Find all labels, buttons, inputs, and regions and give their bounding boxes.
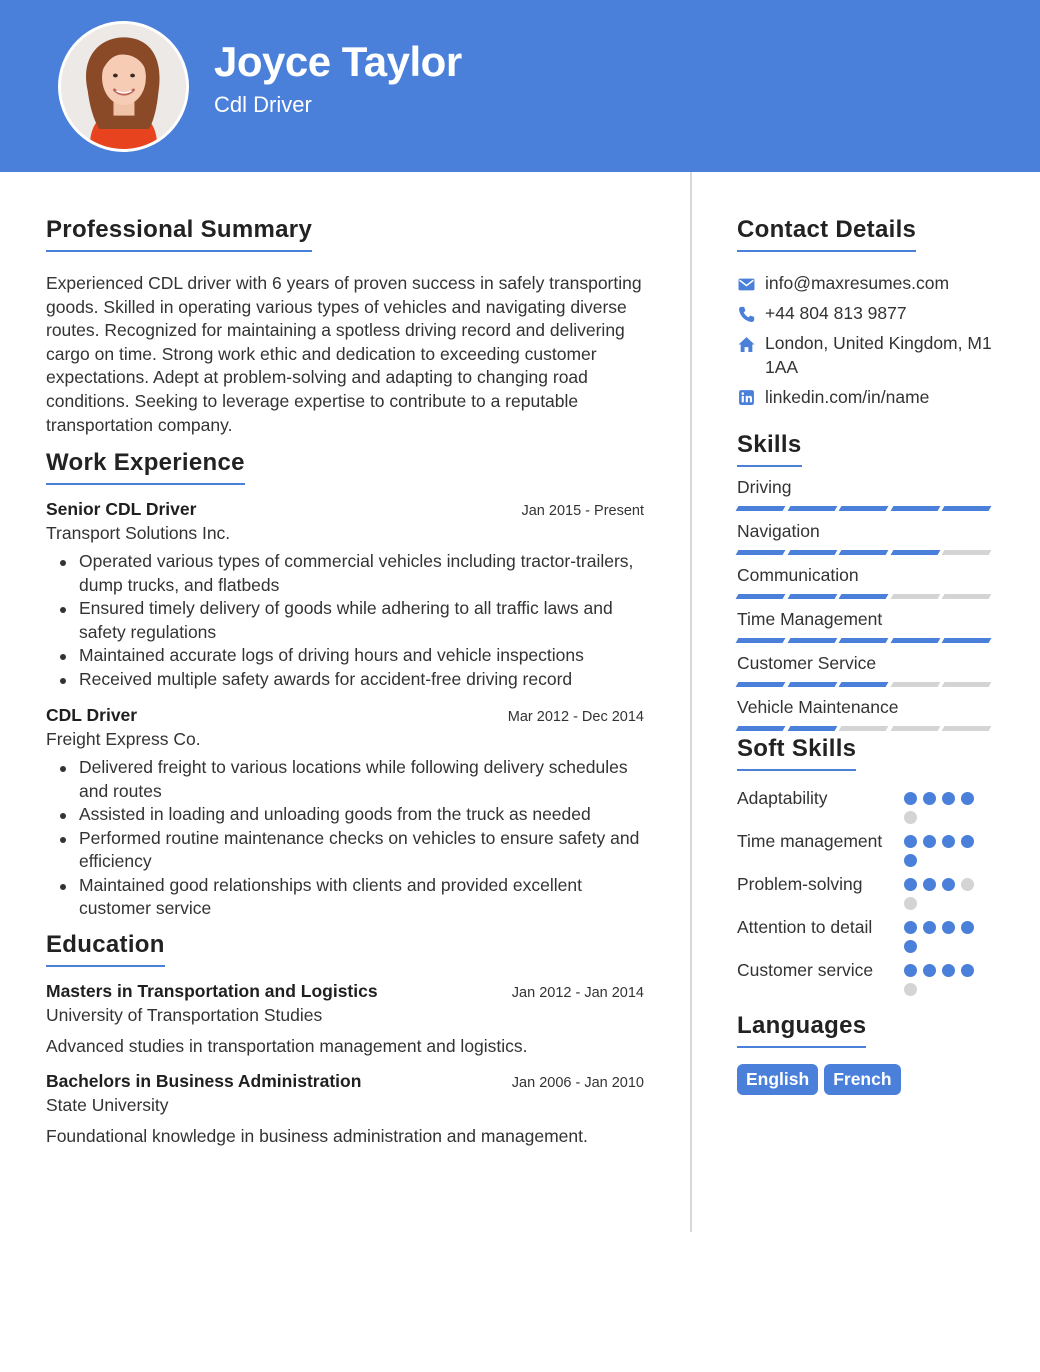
contact-phone-text: +44 804 813 9877 [765, 303, 907, 323]
soft-skill-rating [904, 959, 980, 996]
bullet-item: Ensured timely delivery of goods while adhering to all traffic laws and safety regulations [46, 597, 644, 644]
skill-level-segment [787, 726, 837, 731]
skill-level-segment [839, 550, 889, 555]
skill-item [737, 521, 997, 555]
school-name: State University [46, 1094, 169, 1115]
language-badge: English [737, 1064, 818, 1095]
skill-level-segment [736, 594, 786, 599]
skill-level-bar [737, 726, 997, 731]
skill-level-segment [890, 550, 940, 555]
bullet-item: Assisted in loading and unloading goods from the truck as needed [46, 803, 644, 827]
skill-level-segment [839, 682, 889, 687]
rating-dot [961, 792, 974, 805]
rating-dot [904, 964, 917, 977]
portrait-image [61, 24, 186, 149]
skill-level-segment [890, 726, 940, 731]
skill-level-segment [942, 594, 992, 599]
skills-section [737, 431, 997, 731]
rating-dot [923, 835, 936, 848]
contact-address [737, 332, 997, 379]
skill-level-bar [737, 506, 997, 511]
skill-item [737, 653, 997, 687]
skill-level-bar [737, 550, 997, 555]
contact-email-text: info@maxresumes.com [765, 273, 950, 293]
rating-dot [904, 854, 917, 867]
skill-level-segment [839, 726, 889, 731]
education-description: Advanced studies in transportation management and logistics. [46, 1035, 528, 1056]
job-entry [46, 705, 644, 921]
job-entry [46, 499, 644, 691]
soft-skill-name: Attention to detail [737, 917, 873, 937]
rating-dot [923, 878, 936, 891]
rating-dot [904, 792, 917, 805]
rating-dot [942, 921, 955, 934]
rating-dot [923, 792, 936, 805]
skill-name: Customer Service [737, 653, 877, 673]
rating-dot [904, 921, 917, 934]
skill-name: Communication [737, 565, 859, 585]
job-company: Freight Express Co. [46, 729, 201, 750]
skill-name: Time Management [737, 609, 883, 629]
skill-level-segment [890, 506, 940, 511]
contact-address-text: London, United Kingdom, M1 1AA [765, 333, 992, 377]
soft-skill-rating [904, 916, 980, 953]
column-divider [690, 172, 692, 1232]
soft-skill-rating [904, 830, 980, 867]
language-badge: French [824, 1064, 900, 1095]
skill-level-bar [737, 594, 997, 599]
rating-dot [961, 964, 974, 977]
soft-skills-list [737, 787, 997, 996]
skill-level-segment [787, 638, 837, 643]
candidate-title: Cdl Driver [214, 92, 312, 117]
envelope-icon [737, 275, 755, 293]
rating-dot [942, 878, 955, 891]
skill-level-segment [890, 594, 940, 599]
job-company: Transport Solutions Inc. [46, 523, 231, 544]
job-bullets [46, 550, 644, 691]
bullet-item: Performed routine maintenance checks on vehicles to ensure safety and efficiency [46, 827, 644, 874]
soft-skill-name: Adaptability [737, 788, 828, 808]
degree-title: Masters in Transportation and Logistics [46, 980, 378, 1001]
skill-level-segment [839, 506, 889, 511]
soft-skill-item [737, 873, 997, 910]
soft-skill-item [737, 959, 997, 996]
skill-name: Vehicle Maintenance [737, 697, 899, 717]
soft-skill-item [737, 787, 997, 824]
skill-level-segment [942, 550, 992, 555]
soft-skill-item [737, 830, 997, 867]
skill-level-segment [787, 682, 837, 687]
rating-dot [904, 811, 917, 824]
education-heading: Education [46, 931, 165, 967]
education-entry [46, 1071, 644, 1147]
soft-skill-item [737, 916, 997, 953]
contact-linkedin-text: linkedin.com/in/name [765, 386, 930, 407]
rating-dot [904, 940, 917, 953]
skill-item [737, 477, 997, 511]
skill-level-segment [942, 682, 992, 687]
profile-photo [58, 21, 189, 152]
languages-list [737, 1064, 997, 1095]
soft-skill-name: Time management [737, 831, 883, 851]
languages-section [737, 1012, 997, 1095]
skill-level-bar [737, 638, 997, 643]
linkedin-icon [737, 389, 755, 407]
home-icon [737, 335, 755, 353]
rating-dot [942, 792, 955, 805]
skill-level-segment [839, 594, 889, 599]
work-section [46, 449, 644, 921]
contact-linkedin[interactable] [737, 386, 997, 410]
soft-skills-heading: Soft Skills [737, 735, 856, 771]
skill-item [737, 609, 997, 643]
contact-email[interactable] [737, 272, 997, 296]
skill-level-segment [736, 506, 786, 511]
bullet-item: Operated various types of commercial vehicles including tractor-trailers, dump trucks, and flatbeds [46, 550, 644, 597]
skill-level-segment [736, 638, 786, 643]
school-name: University of Transportation Studies [46, 1004, 323, 1025]
soft-skill-rating [904, 873, 980, 910]
soft-skill-name: Problem-solving [737, 874, 863, 894]
contact-section [737, 216, 997, 409]
skill-level-segment [942, 506, 992, 511]
soft-skills-section [737, 735, 997, 996]
skill-level-segment [890, 638, 940, 643]
skill-name: Navigation [737, 521, 820, 541]
main-column [46, 216, 644, 1161]
rating-dot [942, 964, 955, 977]
degree-title: Bachelors in Business Administration [46, 1070, 362, 1091]
bullet-item: Delivered freight to various locations while following delivery schedules and routes [46, 756, 644, 803]
job-title: Senior CDL Driver [46, 499, 197, 520]
skill-level-segment [787, 594, 837, 599]
rating-dot [904, 897, 917, 910]
resume-header [0, 0, 1040, 172]
job-date: Jan 2015 - Present [521, 503, 644, 520]
phone-icon [737, 305, 755, 323]
rating-dot [961, 878, 974, 891]
contact-heading: Contact Details [737, 216, 916, 252]
education-entry [46, 981, 644, 1057]
skill-item [737, 565, 997, 599]
rating-dot [904, 983, 917, 996]
rating-dot [961, 835, 974, 848]
education-section [46, 931, 644, 1147]
skill-level-segment [787, 550, 837, 555]
skill-level-bar [737, 682, 997, 687]
skill-level-segment [736, 682, 786, 687]
skill-name: Driving [737, 477, 792, 497]
skill-level-segment [736, 726, 786, 731]
sidebar-column [737, 216, 997, 1109]
education-description: Foundational knowledge in business administration and management. [46, 1125, 588, 1146]
education-date: Jan 2012 - Jan 2014 [511, 984, 644, 1001]
languages-heading: Languages [737, 1012, 866, 1048]
skill-level-segment [890, 682, 940, 687]
skills-list [737, 477, 997, 731]
rating-dot [904, 835, 917, 848]
job-bullets [46, 756, 644, 921]
soft-skill-name: Customer service [737, 960, 874, 980]
rating-dot [923, 921, 936, 934]
skill-level-segment [839, 638, 889, 643]
education-date: Jan 2006 - Jan 2010 [511, 1074, 644, 1091]
job-title: CDL Driver [46, 705, 138, 726]
summary-text: Experienced CDL driver with 6 years of proven success in safely transporting goods. Skilled in operating various types of vehicles and navigating diverse routes. Recognized for maintaining a spotless driving record and delivering cargo on time. Strong work ethic and dedication to exceeding customer expectations. Adept at problem-solving and adapting to changing road conditions. Seeking to leverage expertise to contribute to a reputable transportation company. [46, 273, 642, 435]
summary-heading: Professional Summary [46, 216, 312, 252]
bullet-item: Maintained good relationships with clients and provided excellent customer service [46, 874, 644, 921]
skill-level-segment [942, 638, 992, 643]
contact-phone[interactable] [737, 302, 997, 326]
bullet-item: Maintained accurate logs of driving hours and vehicle inspections [46, 644, 644, 668]
soft-skill-rating [904, 787, 980, 824]
rating-dot [961, 921, 974, 934]
summary-section [46, 216, 644, 437]
rating-dot [923, 964, 936, 977]
job-date: Mar 2012 - Dec 2014 [507, 709, 644, 726]
skills-heading: Skills [737, 431, 802, 467]
skill-level-segment [787, 506, 837, 511]
bullet-item: Received multiple safety awards for accident-free driving record [46, 668, 644, 692]
candidate-name: Joyce Taylor [214, 38, 462, 85]
work-heading: Work Experience [46, 449, 245, 485]
rating-dot [942, 835, 955, 848]
skill-level-segment [736, 550, 786, 555]
skill-level-segment [942, 726, 992, 731]
skill-item [737, 697, 997, 731]
rating-dot [904, 878, 917, 891]
